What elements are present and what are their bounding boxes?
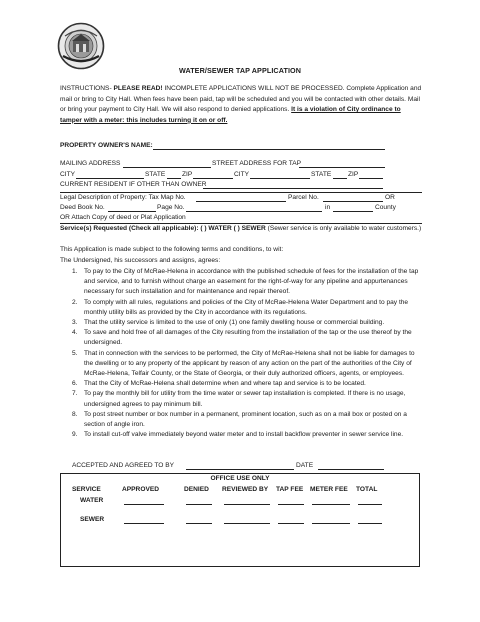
date-field[interactable] xyxy=(318,469,384,470)
col-denied: DENIED xyxy=(184,486,209,493)
accepted-label: ACCEPTED AND AGREED TO BY xyxy=(72,462,174,469)
row-water: WATER xyxy=(80,497,104,504)
page-no-field[interactable] xyxy=(186,211,322,212)
city-label-2: CITY xyxy=(234,171,250,178)
sewer-total-field[interactable] xyxy=(358,523,382,524)
zip-label-1: ZIP xyxy=(182,171,193,178)
subject-statement: This Application is made subject to the following terms and conditions, to wit: xyxy=(60,246,284,253)
service-requested: Service(s) Requested (Check all applicable): ( ) WATER ( ) SEWER (Sewer service is only available to water customers.) xyxy=(60,225,422,232)
col-meter-fee: METER FEE xyxy=(310,486,348,493)
zip-field-2[interactable] xyxy=(359,178,383,179)
current-resident-field[interactable] xyxy=(203,188,383,189)
undersigned-statement: The Undersigned, his successors and assigns, agrees: xyxy=(60,257,221,264)
sewer-approved-field[interactable] xyxy=(124,523,164,524)
parcel-label: Parcel No. xyxy=(288,194,319,201)
legal-description-label: Legal Description of Property: Tax Map No. xyxy=(60,194,186,201)
col-reviewed-by: REVIEWED BY xyxy=(222,486,269,493)
sewer-meter-fee-field[interactable] xyxy=(312,523,350,524)
term-item: 7. To pay the monthly bill for utility from the time water or sewer tap installation is completed. If there is no usage, undersigned agrees to pay minimum bill. xyxy=(72,390,406,408)
in-label: in xyxy=(325,204,331,211)
property-owner-label: PROPERTY OWNER'S NAME: xyxy=(60,142,153,149)
current-resident-label: CURRENT RESIDENT IF OTHER THAN OWNER xyxy=(60,181,207,188)
county-field[interactable] xyxy=(333,211,373,212)
sewer-reviewed-field[interactable] xyxy=(224,523,270,524)
term-item: 8. To post street number or box number in a permanent, prominent location, such as on a mail box or posted on a section of angle iron. xyxy=(72,410,407,429)
term-item: 4. To save and hold free of all damages of the City resulting from the installation of the tap or the use thereof by the undersigned. xyxy=(72,329,412,347)
col-service: SERVICE xyxy=(72,486,101,493)
state-label-1: STATE xyxy=(145,171,166,178)
or-label: OR xyxy=(385,194,395,201)
row-sewer: SEWER xyxy=(80,516,105,523)
water-tap-fee-field[interactable] xyxy=(278,504,304,505)
term-item: 5. That in connection with the services to be performed, the City of McRae-Helena shall not be liable for damages to the dwelling or to any property of the applicant by reason of any action on the part of the authorities of the City of McRae-Helena, Telfair County, or the State of Georgia, or their duly authorized officers, agents, or employees. xyxy=(72,349,415,378)
city-field-2[interactable] xyxy=(250,178,310,179)
city-label-1: CITY xyxy=(60,171,76,178)
city-field-1[interactable] xyxy=(76,178,144,179)
sewer-denied-field[interactable] xyxy=(186,523,212,524)
water-total-field[interactable] xyxy=(358,504,382,505)
deed-book-field[interactable] xyxy=(108,211,156,212)
deed-book-label: Deed Book No. xyxy=(60,204,105,211)
street-address-label: STREET ADDRESS FOR TAP xyxy=(212,160,302,167)
term-item: 2. To comply with all rules, regulations and policies of the City of McRae-Helena Water Department and to pay the monthly utility bills as provided by the City in accordance with its regulations. xyxy=(72,298,409,316)
term-item: 1. To pay to the City of McRae-Helena in accordance with the published schedule of fees for the installation of the tap and service, and to furnish without charge an easement for the right-of-way for any pipeline and appurtenances necessary for such installation and for maintenance and repair thereof. xyxy=(72,268,419,296)
tamper-warning: It is a violation of City ordinance to tamper with a meter: this includes turning it on or off. xyxy=(60,106,401,124)
county-label: County xyxy=(375,204,396,211)
col-approved: APPROVED xyxy=(122,486,160,493)
parcel-field[interactable] xyxy=(323,201,383,202)
sewer-tap-fee-field[interactable] xyxy=(278,523,304,524)
state-field-2[interactable] xyxy=(333,178,347,179)
mailing-address-field[interactable] xyxy=(123,167,211,168)
state-field-1[interactable] xyxy=(167,178,181,179)
city-seal-icon xyxy=(57,22,105,70)
tax-map-field[interactable] xyxy=(196,201,286,202)
term-item: 9. To install cut-off valve immediately beyond water meter and to install backflow preventer in sewer service line. xyxy=(72,431,404,439)
terms-list xyxy=(60,267,422,440)
page-no-label: Page No. xyxy=(157,204,185,211)
water-approved-field[interactable] xyxy=(124,504,164,505)
state-label-2: STATE xyxy=(311,171,332,178)
page-title: WATER/SEWER TAP APPLICATION xyxy=(178,66,302,75)
mailing-address-label: MAILING ADDRESS xyxy=(60,160,121,167)
date-label: DATE xyxy=(296,462,314,469)
office-use-title: OFFICE USE ONLY xyxy=(210,475,270,482)
water-denied-field[interactable] xyxy=(186,504,212,505)
col-total: TOTAL xyxy=(356,486,378,493)
zip-field-1[interactable] xyxy=(193,178,233,179)
term-item: 6. That the City of McRae-Helena shall determine when and where tap and service is to be located. xyxy=(72,380,366,388)
accepted-signature-field[interactable] xyxy=(186,469,294,470)
instructions: INSTRUCTIONS- PLEASE READ! INCOMPLETE APPLICATIONS WILL NOT BE PROCESSED. Complete Application and mail or bring to City Hall. When fees have been paid, tap will be scheduled and you will be contacted with other details. Mail or bring your payment to City Hall. We will also respond to denied applications. It is a violation of City ordinance to tamper with a meter: this includes turning it on or off. xyxy=(60,85,422,124)
property-owner-field[interactable] xyxy=(153,149,385,150)
street-address-field[interactable] xyxy=(299,167,385,168)
attach-deed-label: OR Attach Copy of deed or Plat Application xyxy=(60,214,186,221)
term-item: 3. That the utility service is limited to the use of only (1) one family dwelling house or commercial building. xyxy=(72,319,385,327)
zip-label-2: ZIP xyxy=(348,171,359,178)
water-reviewed-field[interactable] xyxy=(224,504,270,505)
water-meter-fee-field[interactable] xyxy=(312,504,350,505)
col-tap-fee: TAP FEE xyxy=(276,486,304,493)
